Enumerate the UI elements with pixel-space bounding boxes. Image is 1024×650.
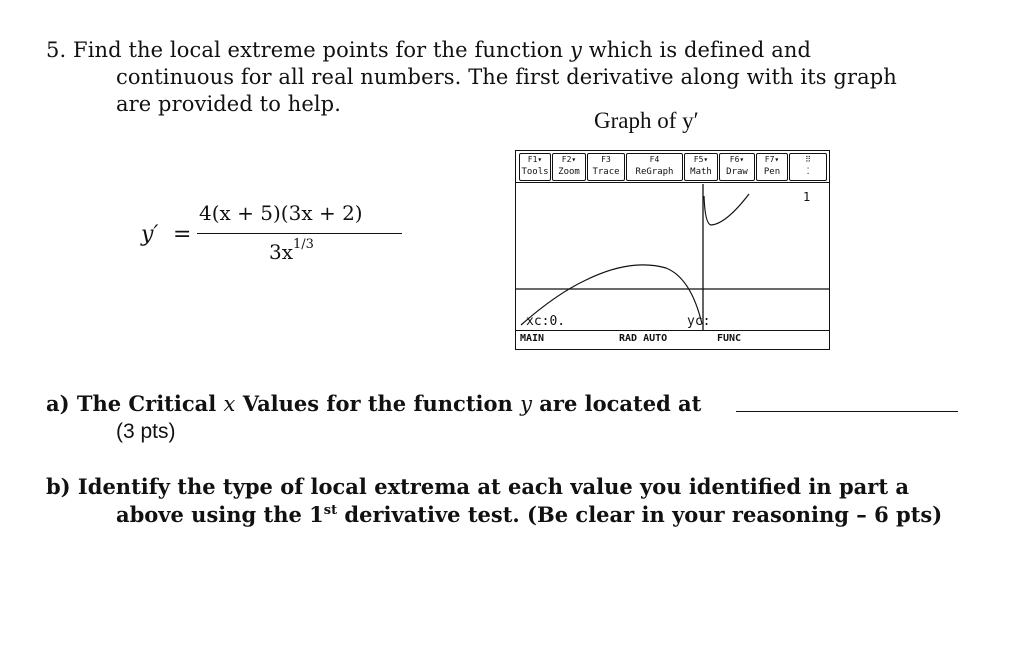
status-func: FUNC: [717, 333, 742, 344]
toolbar-key: ⠿: [805, 155, 811, 164]
toolbar-divider: [516, 182, 829, 183]
graph-label-1: 1: [803, 190, 811, 204]
toolbar-key: F2▾: [561, 155, 577, 164]
status-main: MAIN: [520, 333, 545, 344]
question-line-2: continuous for all real numbers. The first derivative along with its graph: [116, 65, 897, 89]
formula-denominator: [269, 237, 314, 264]
toolbar-label: ReGraph: [635, 167, 674, 177]
part-a-text-3: are located at: [539, 391, 702, 416]
xc-readout: xc:0.: [526, 314, 566, 329]
yc-readout: yc:: [687, 314, 711, 329]
part-b-line-1: b) Identify the type of local extrema at each value you identified in part a: [46, 474, 909, 499]
toolbar-key: F4: [649, 155, 660, 164]
derivative-graph: [516, 184, 829, 330]
toolbar-label: Tools: [521, 167, 549, 177]
variable-y: y: [520, 392, 532, 416]
toolbar-label: Pen: [763, 167, 781, 177]
part-b-line-2: [116, 502, 942, 527]
part-a-text-1: The Critical: [76, 391, 217, 416]
toolbar-tools[interactable]: [519, 153, 551, 181]
toolbar-label: ⁚: [806, 167, 810, 177]
toolbar-key: F7▾: [764, 155, 780, 164]
status-bar-divider: [516, 330, 829, 331]
toolbar-key: F3: [601, 155, 611, 164]
toolbar-key: F6▾: [729, 155, 745, 164]
toolbar-label: Trace: [592, 167, 620, 177]
question-text-1: Find the local extreme points for the function: [73, 38, 564, 62]
part-a-question: [46, 391, 701, 416]
toolbar-label: Math: [690, 167, 712, 177]
status-mode: RAD AUTO: [619, 333, 668, 344]
formula-numerator: 4(x + 5)(3x + 2): [199, 201, 363, 225]
toolbar-label: Zoom: [558, 167, 580, 177]
toolbar-math[interactable]: [684, 153, 718, 181]
part-a-text-2: Values for the function: [242, 391, 513, 416]
toolbar-trace[interactable]: [587, 153, 625, 181]
question-number: 5.: [46, 38, 67, 62]
graph-title: Graph of y′: [594, 108, 699, 133]
formula-equals: =: [173, 222, 192, 247]
part-a-points: (3 pts): [116, 420, 176, 443]
toolbar-draw[interactable]: [719, 153, 755, 181]
question-line-1: [46, 38, 811, 62]
part-b-text-pre: above using the 1: [116, 502, 324, 527]
ordinal-suffix: st: [323, 503, 338, 518]
toolbar-zoom[interactable]: [552, 153, 586, 181]
toolbar-regraph[interactable]: [626, 153, 683, 181]
toolbar-key: F5▾: [693, 155, 709, 164]
fraction-bar: [197, 233, 402, 234]
curve-right: [704, 194, 749, 225]
answer-blank[interactable]: [736, 411, 958, 412]
toolbar-more[interactable]: [789, 153, 827, 181]
variable-y: y: [569, 38, 582, 62]
part-b-text-post: derivative test. (Be clear in your reasoning – 6 pts): [337, 502, 943, 527]
question-line-3: are provided to help.: [116, 92, 341, 116]
toolbar-label: Draw: [726, 167, 748, 177]
denominator-exponent: 1/3: [293, 237, 314, 253]
toolbar-pen[interactable]: [756, 153, 788, 181]
part-a-label: a): [46, 391, 70, 416]
calculator-screen: [515, 150, 830, 350]
formula-lhs: y′: [141, 222, 159, 247]
question-text-1-end: which is defined and: [588, 38, 811, 62]
variable-x: x: [223, 392, 236, 416]
derivative-formula: [141, 198, 411, 278]
denominator-base: 3x: [269, 240, 294, 264]
calculator-toolbar: [516, 151, 829, 183]
toolbar-key: F1▾: [527, 155, 543, 164]
